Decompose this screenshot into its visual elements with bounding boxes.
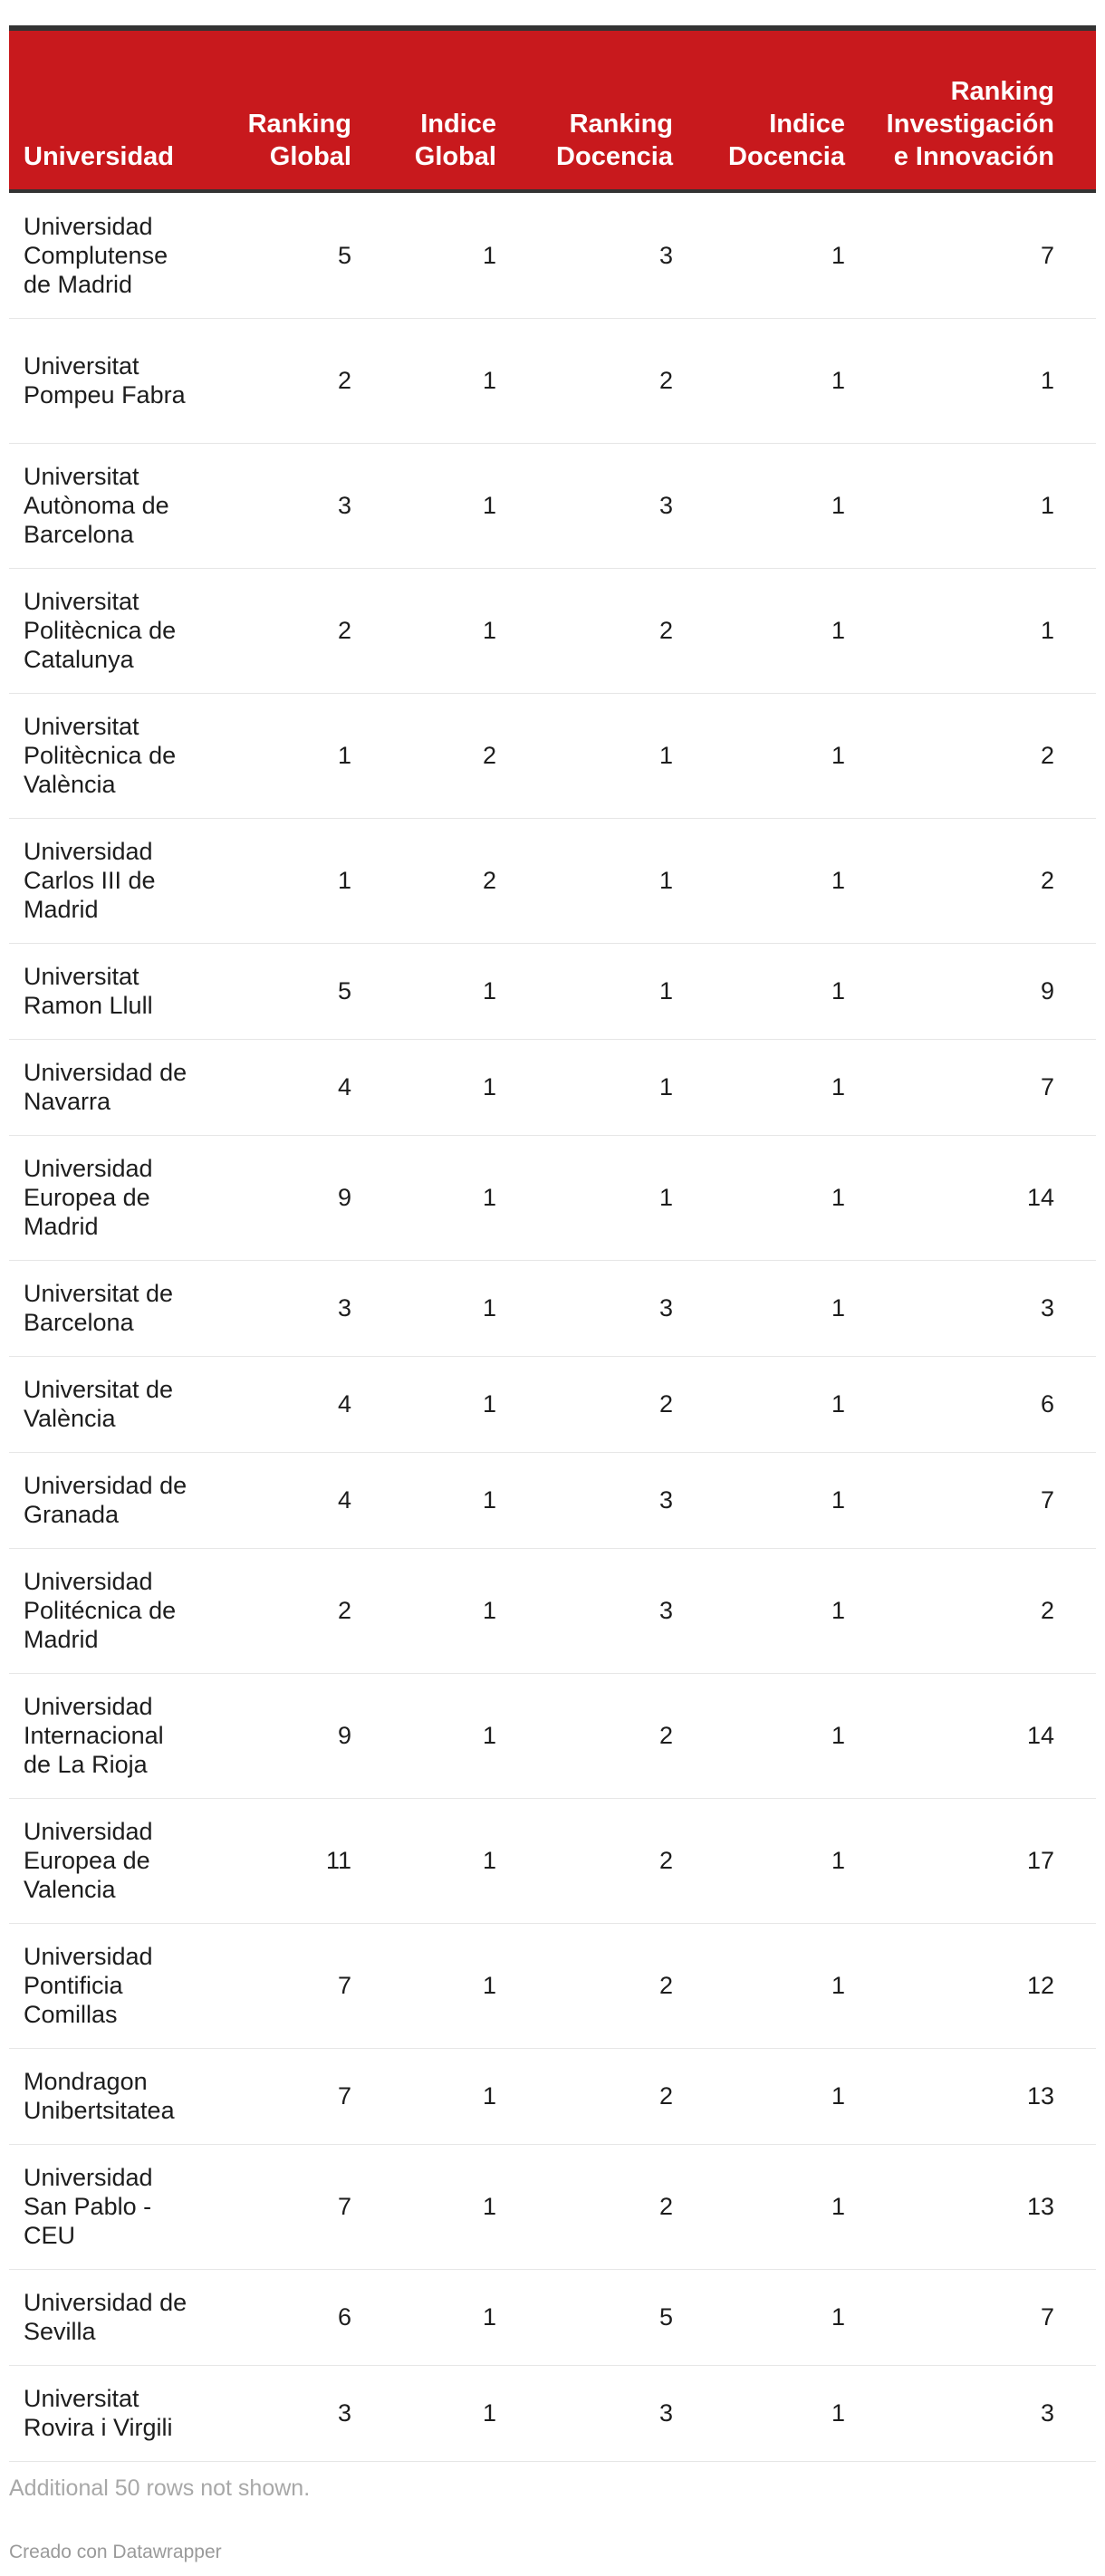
ranking-global-cell: 6 [203, 2269, 366, 2365]
ranking-docencia-cell: 1 [511, 693, 687, 818]
indice-global-cell: 1 [366, 1260, 511, 1356]
table-row [9, 818, 1096, 943]
university-name-cell: Universitat de Barcelona [9, 1260, 203, 1356]
ranking-global-cell: 11 [203, 1798, 366, 1923]
ranking-global-cell: 7 [203, 2048, 366, 2144]
university-name-cell: Universidad de Granada [9, 1452, 203, 1548]
table-row [9, 568, 1096, 693]
ranking-global-cell: 2 [203, 1548, 366, 1673]
ranking-investigacion-cell: 6 [860, 1356, 1096, 1452]
indice-docencia-cell: 1 [687, 2365, 860, 2461]
indice-global-cell: 1 [366, 568, 511, 693]
indice-docencia-cell: 1 [687, 318, 860, 443]
university-name-cell: Universitat Ramon Llull [9, 943, 203, 1039]
indice-global-cell: 2 [366, 693, 511, 818]
ranking-investigacion-cell: 13 [860, 2144, 1096, 2269]
indice-global-cell: 1 [366, 2365, 511, 2461]
indice-global-cell: 1 [366, 1135, 511, 1260]
indice-docencia-cell: 1 [687, 1039, 860, 1135]
ranking-investigacion-cell: 14 [860, 1135, 1096, 1260]
university-name-cell: Universidad San Pablo - CEU [9, 2144, 203, 2269]
indice-docencia-cell: 1 [687, 1356, 860, 1452]
ranking-investigacion-cell: 9 [860, 943, 1096, 1039]
ranking-global-cell: 3 [203, 443, 366, 568]
ranking-global-cell: 7 [203, 2144, 366, 2269]
ranking-docencia-cell: 2 [511, 2048, 687, 2144]
ranking-investigacion-cell: 3 [860, 2365, 1096, 2461]
indice-docencia-cell: 1 [687, 1673, 860, 1798]
university-name-cell: Universitat Rovira i Virgili [9, 2365, 203, 2461]
column-header: Ranking Investigación e Innovación [886, 77, 1054, 171]
ranking-docencia-cell: 3 [511, 443, 687, 568]
ranking-global-cell: 5 [203, 193, 366, 318]
ranking-docencia-cell: 2 [511, 1356, 687, 1452]
indice-global-cell: 1 [366, 2269, 511, 2365]
ranking-docencia-cell: 1 [511, 1135, 687, 1260]
indice-docencia-cell: 1 [687, 2048, 860, 2144]
ranking-docencia-cell: 3 [511, 1452, 687, 1548]
column-header: Universidad [24, 142, 174, 171]
table-row [9, 2144, 1096, 2269]
ranking-docencia-cell: 3 [511, 193, 687, 318]
ranking-investigacion-cell: 3 [860, 1260, 1096, 1356]
university-name-cell: Universidad de Sevilla [9, 2269, 203, 2365]
university-name-cell: Universidad Carlos III de Madrid [9, 818, 203, 943]
ranking-docencia-cell: 1 [511, 943, 687, 1039]
ranking-global-cell: 7 [203, 1923, 366, 2048]
table-row [9, 443, 1096, 568]
ranking-investigacion-cell: 7 [860, 1452, 1096, 1548]
indice-global-cell: 1 [366, 1356, 511, 1452]
indice-docencia-cell: 1 [687, 1923, 860, 2048]
ranking-investigacion-cell: 2 [860, 818, 1096, 943]
ranking-investigacion-cell: 2 [860, 693, 1096, 818]
credit-text: Creado con Datawrapper [9, 2542, 222, 2562]
indice-global-cell: 1 [366, 318, 511, 443]
ranking-global-cell: 4 [203, 1039, 366, 1135]
indice-global-cell: 1 [366, 2048, 511, 2144]
indice-docencia-cell: 1 [687, 2144, 860, 2269]
indice-global-cell: 1 [366, 443, 511, 568]
ranking-docencia-cell: 2 [511, 1798, 687, 1923]
university-name-cell: Universidad Complutense de Madrid [9, 193, 203, 318]
ranking-global-cell: 4 [203, 1452, 366, 1548]
table-row [9, 1923, 1096, 2048]
university-name-cell: Universitat Politècnica de València [9, 693, 203, 818]
ranking-global-cell: 4 [203, 1356, 366, 1452]
indice-docencia-cell: 1 [687, 568, 860, 693]
indice-global-cell: 1 [366, 1673, 511, 1798]
table-row [9, 693, 1096, 818]
ranking-docencia-cell: 2 [511, 1673, 687, 1798]
table-row [9, 2048, 1096, 2144]
university-name-cell: Universidad Europea de Madrid [9, 1135, 203, 1260]
table-row [9, 1798, 1096, 1923]
ranking-docencia-cell: 2 [511, 568, 687, 693]
indice-docencia-cell: 1 [687, 1135, 860, 1260]
indice-docencia-cell: 1 [687, 443, 860, 568]
indice-global-cell: 1 [366, 193, 511, 318]
ranking-global-cell: 1 [203, 818, 366, 943]
table-row [9, 1452, 1096, 1548]
indice-global-cell: 2 [366, 818, 511, 943]
university-name-cell: Universitat Autònoma de Barcelona [9, 443, 203, 568]
ranking-docencia-cell: 2 [511, 1923, 687, 2048]
indice-global-cell: 1 [366, 1923, 511, 2048]
column-header: Indice Global [414, 110, 496, 171]
indice-docencia-cell: 1 [687, 693, 860, 818]
footnote: Additional 50 rows not shown. [9, 2475, 311, 2501]
table-row [9, 1260, 1096, 1356]
indice-docencia-cell: 1 [687, 1260, 860, 1356]
indice-global-cell: 1 [366, 1039, 511, 1135]
table-row [9, 1548, 1096, 1673]
ranking-docencia-cell: 3 [511, 2365, 687, 2461]
ranking-investigacion-cell: 13 [860, 2048, 1096, 2144]
indice-docencia-cell: 1 [687, 193, 860, 318]
ranking-investigacion-cell: 1 [860, 443, 1096, 568]
university-name-cell: Universidad Internacional de La Rioja [9, 1673, 203, 1798]
ranking-docencia-cell: 1 [511, 1039, 687, 1135]
university-name-cell: Mondragon Unibertsitatea [9, 2048, 203, 2144]
ranking-docencia-cell: 2 [511, 318, 687, 443]
table-body [9, 189, 1096, 2461]
ranking-investigacion-cell: 2 [860, 1548, 1096, 1673]
ranking-global-cell: 2 [203, 318, 366, 443]
column-header: Indice Docencia [728, 110, 845, 171]
indice-global-cell: 1 [366, 1798, 511, 1923]
ranking-docencia-cell: 5 [511, 2269, 687, 2365]
table-row [9, 1135, 1096, 1260]
indice-global-cell: 1 [366, 1452, 511, 1548]
university-name-cell: Universidad Europea de Valencia [9, 1798, 203, 1923]
university-name-cell: Universidad Politécnica de Madrid [9, 1548, 203, 1673]
indice-docencia-cell: 1 [687, 1452, 860, 1548]
ranking-docencia-cell: 3 [511, 1548, 687, 1673]
ranking-global-cell: 1 [203, 693, 366, 818]
university-name-cell: Universitat de València [9, 1356, 203, 1452]
ranking-investigacion-cell: 1 [860, 318, 1096, 443]
ranking-investigacion-cell: 17 [860, 1798, 1096, 1923]
ranking-global-cell: 3 [203, 1260, 366, 1356]
table-container [9, 25, 1096, 2462]
table-row [9, 1673, 1096, 1798]
ranking-investigacion-cell: 12 [860, 1923, 1096, 2048]
ranking-investigacion-cell: 1 [860, 568, 1096, 693]
indice-global-cell: 1 [366, 1548, 511, 1673]
ranking-global-cell: 2 [203, 568, 366, 693]
ranking-investigacion-cell: 14 [860, 1673, 1096, 1798]
column-header: Ranking Docencia [556, 110, 673, 171]
indice-docencia-cell: 1 [687, 818, 860, 943]
indice-docencia-cell: 1 [687, 943, 860, 1039]
table-row [9, 318, 1096, 443]
ranking-docencia-cell: 3 [511, 1260, 687, 1356]
table-row [9, 1356, 1096, 1452]
ranking-global-cell: 9 [203, 1673, 366, 1798]
indice-docencia-cell: 1 [687, 1548, 860, 1673]
indice-global-cell: 1 [366, 2144, 511, 2269]
table-row [9, 2269, 1096, 2365]
indice-docencia-cell: 1 [687, 2269, 860, 2365]
table-row [9, 1039, 1096, 1135]
university-name-cell: Universidad de Navarra [9, 1039, 203, 1135]
ranking-global-cell: 9 [203, 1135, 366, 1260]
table-row [9, 2365, 1096, 2461]
table-row [9, 943, 1096, 1039]
ranking-docencia-cell: 1 [511, 818, 687, 943]
table-row [9, 193, 1096, 318]
indice-docencia-cell: 1 [687, 1798, 860, 1923]
indice-global-cell: 1 [366, 943, 511, 1039]
ranking-investigacion-cell: 7 [860, 1039, 1096, 1135]
ranking-global-cell: 3 [203, 2365, 366, 2461]
ranking-global-cell: 5 [203, 943, 366, 1039]
ranking-docencia-cell: 2 [511, 2144, 687, 2269]
university-name-cell: Universitat Politècnica de Catalunya [9, 568, 203, 693]
table-header [9, 31, 1096, 189]
university-name-cell: Universidad Pontificia Comillas [9, 1923, 203, 2048]
ranking-investigacion-cell: 7 [860, 2269, 1096, 2365]
ranking-investigacion-cell: 7 [860, 193, 1096, 318]
column-header: Ranking Global [247, 110, 351, 171]
university-name-cell: Universitat Pompeu Fabra [9, 318, 203, 443]
ranking-table [9, 31, 1096, 2462]
